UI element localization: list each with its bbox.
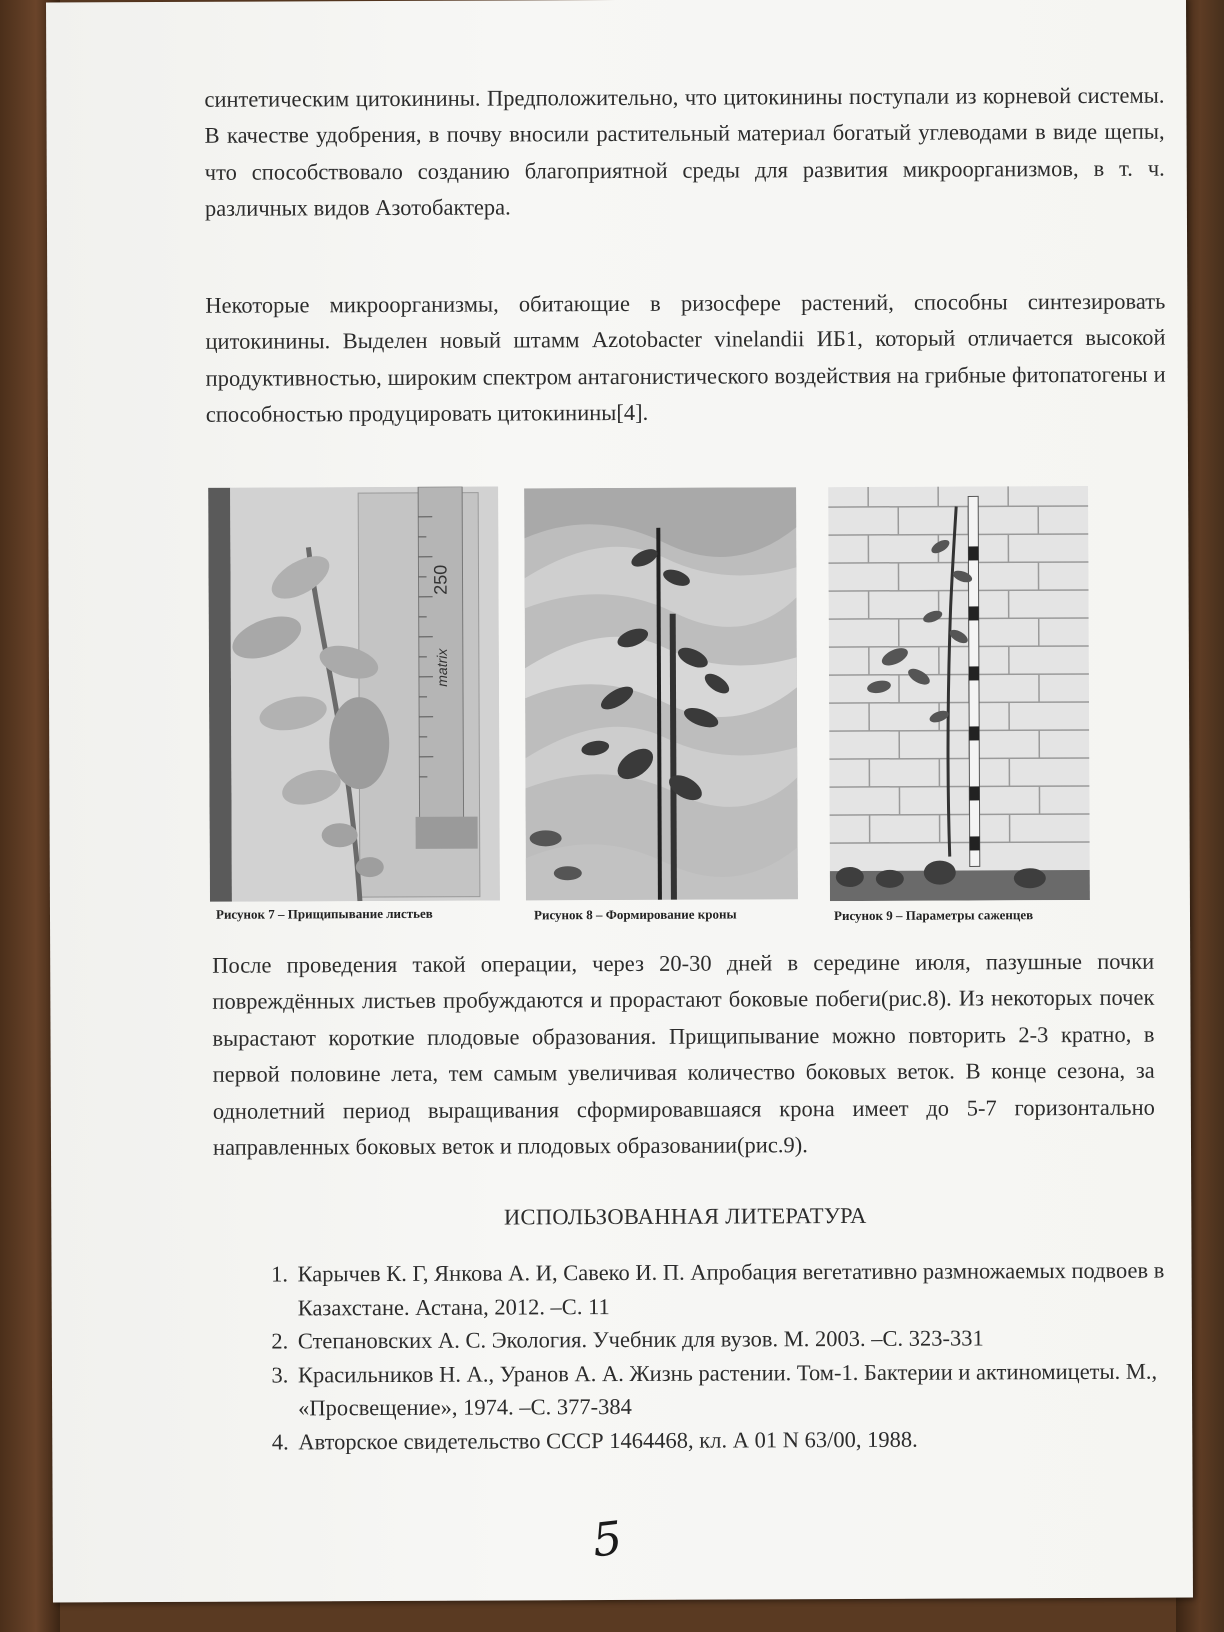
references-heading: ИСПОЛЬЗОВАННАЯ ЛИТЕРАТУРА xyxy=(503,1202,867,1230)
figure-8-caption: Рисунок 8 – Формирование кроны xyxy=(533,906,737,923)
figure-7-caption: Рисунок 7 – Прищипывание листьев xyxy=(215,905,433,922)
paragraph-2: Некоторые микроорганизмы, обитающие в ризосфере растений, способны синтезировать цитокинины. Выделен новый штамм Azotobacter vinelandii ИБ1, который отличается высокой продуктивностью, широким спектром антагонистического воздействия на грибные фитопатогены и способностью продуцировать цитокинины[4]. xyxy=(205,288,1166,428)
figure-crown-formation-photo xyxy=(524,487,798,900)
reference-item: 2. Степановских А. С. Экология. Учебник для вузов. М. 2003. –С. 323-331 xyxy=(294,1320,1214,1358)
figure-pinching-leaves-photo xyxy=(208,487,500,902)
page-number: 5 xyxy=(589,1510,625,1568)
figure-9-caption: Рисунок 9 – Параметры саженцев xyxy=(833,907,1034,924)
paragraph-3: После проведения такой операции, через 20-30 дней в середине июля, пазушные почки повреждённых листьев пробуждаются и прорастают боковые побеги(рис.8). Из некоторых почек вырастают короткие плодовые образования. Прищипывание можно повторить 2-3 кратно, в первой половине лета, тем самым увеличивая количество боковых веток. В конце сезона, за однолетний период выращивания сформировавшаяся крона имеет до 5-7 горизонтально направленных боковых веток и плодовых образовании(рис.9). xyxy=(212,948,1155,1160)
ruler-mark-text: 250 xyxy=(430,564,451,595)
paper-sheet xyxy=(46,0,1193,1602)
references-list xyxy=(241,1253,1214,1458)
figure-seedling-parameters-photo xyxy=(828,486,1090,901)
reference-item: 4. Авторское свидетельство СССР 1464468, кл. А 01 N 63/00, 1988. xyxy=(294,1421,1214,1459)
reference-item: 1. Карычев К. Г, Янкова А. И, Савеко И. П. Апробация вегетативно размножаемых подвоев в Казахстане. Астана, 2012. –С. 11 xyxy=(293,1253,1213,1324)
ruler-brand-text: matrix xyxy=(433,648,450,687)
reference-item: 3. Красильников Н. А., Уранов А. А. Жизнь растении. Том-1. Бактерии и актиномицеты. М., «Просвещение», 1974. –С. 377-384 xyxy=(294,1354,1214,1425)
paragraph-1: синтетическим цитокинины. Предположительно, что цитокинины поступали из корневой системы. В качестве удобрения, в почву вносили растительный материал богатый углеводами в виде щепы, что способствовало созданию благоприятной среды для развития микроорганизмов, в т. ч. различных видов Азотобактера. xyxy=(204,82,1165,222)
